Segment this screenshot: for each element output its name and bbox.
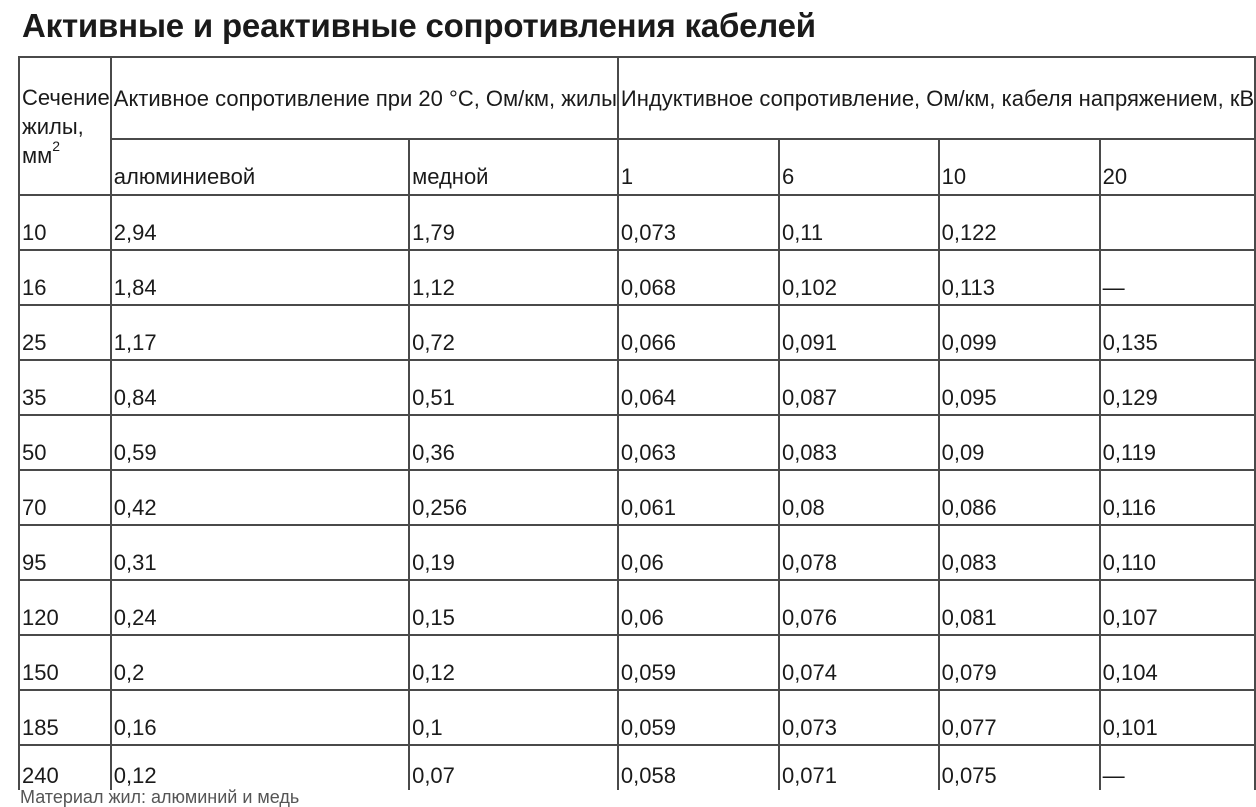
cell-ind-10kv: 0,081	[939, 580, 1100, 635]
header-section-line3: мм	[22, 142, 53, 168]
table-row	[19, 525, 1255, 580]
cell-section: 10	[19, 195, 111, 250]
cell-ind-6kv: 0,076	[779, 580, 939, 635]
cell-ind-20kv: 0,119	[1100, 415, 1256, 470]
cell-ind-1kv: 0,066	[618, 305, 779, 360]
cell-ind-6kv: 0,087	[779, 360, 939, 415]
table-row	[19, 250, 1255, 305]
cell-ind-20kv	[1100, 195, 1256, 250]
cell-ind-20kv: 0,135	[1100, 305, 1256, 360]
cell-ind-20kv: 0,116	[1100, 470, 1256, 525]
cell-copper: 1,79	[409, 195, 618, 250]
cell-ind-1kv: 0,061	[618, 470, 779, 525]
cell-ind-1kv: 0,064	[618, 360, 779, 415]
cell-section: 50	[19, 415, 111, 470]
cell-ind-10kv: 0,099	[939, 305, 1100, 360]
table-row	[19, 580, 1255, 635]
cell-section: 150	[19, 635, 111, 690]
table-row	[19, 745, 1255, 790]
cell-ind-1kv: 0,058	[618, 745, 779, 790]
cell-ind-1kv: 0,06	[618, 525, 779, 580]
table-row	[19, 470, 1255, 525]
resistance-table	[18, 56, 1256, 790]
cell-copper: 0,72	[409, 305, 618, 360]
header-aluminum: алюминиевой	[111, 139, 409, 195]
header-row-1	[19, 57, 1255, 139]
header-section	[19, 57, 111, 195]
cell-ind-1kv: 0,059	[618, 635, 779, 690]
cell-copper: 0,12	[409, 635, 618, 690]
cell-copper: 0,36	[409, 415, 618, 470]
cell-aluminum: 1,17	[111, 305, 409, 360]
cell-ind-1kv: 0,06	[618, 580, 779, 635]
cell-ind-10kv: 0,122	[939, 195, 1100, 250]
cell-copper: 1,12	[409, 250, 618, 305]
cell-ind-6kv: 0,102	[779, 250, 939, 305]
header-voltage-6: 6	[779, 139, 939, 195]
cell-copper: 0,19	[409, 525, 618, 580]
cell-ind-10kv: 0,086	[939, 470, 1100, 525]
header-voltage-20: 20	[1100, 139, 1256, 195]
cell-section: 95	[19, 525, 111, 580]
cell-section: 240	[19, 745, 111, 790]
cell-ind-6kv: 0,073	[779, 690, 939, 745]
cell-section: 185	[19, 690, 111, 745]
cell-aluminum: 0,31	[111, 525, 409, 580]
table-row	[19, 360, 1255, 415]
cell-aluminum: 2,94	[111, 195, 409, 250]
cell-aluminum: 1,84	[111, 250, 409, 305]
header-voltage-10: 10	[939, 139, 1100, 195]
cell-ind-6kv: 0,083	[779, 415, 939, 470]
cell-ind-10kv: 0,075	[939, 745, 1100, 790]
cell-ind-6kv: 0,074	[779, 635, 939, 690]
cell-ind-20kv: 0,101	[1100, 690, 1256, 745]
cell-ind-6kv: 0,08	[779, 470, 939, 525]
header-section-line1: Сечение	[22, 84, 110, 110]
cell-aluminum: 0,24	[111, 580, 409, 635]
cell-ind-10kv: 0,083	[939, 525, 1100, 580]
cell-aluminum: 0,16	[111, 690, 409, 745]
header-voltage-1: 1	[618, 139, 779, 195]
cell-ind-20kv: 0,110	[1100, 525, 1256, 580]
cell-ind-20kv: 0,107	[1100, 580, 1256, 635]
table-row	[19, 415, 1255, 470]
table-row	[19, 305, 1255, 360]
cell-ind-10kv: 0,095	[939, 360, 1100, 415]
header-inductive-resistance: Индуктивное сопротивление, Ом/км, кабеля напряжением, кВ	[618, 57, 1255, 139]
header-section-line2: жилы,	[22, 113, 84, 139]
cell-section: 120	[19, 580, 111, 635]
table-row	[19, 195, 1255, 250]
cell-ind-6kv: 0,078	[779, 525, 939, 580]
cell-aluminum: 0,12	[111, 745, 409, 790]
cell-ind-10kv: 0,079	[939, 635, 1100, 690]
cell-ind-10kv: 0,09	[939, 415, 1100, 470]
cell-ind-1kv: 0,073	[618, 195, 779, 250]
cell-aluminum: 0,84	[111, 360, 409, 415]
cell-section: 25	[19, 305, 111, 360]
cell-copper: 0,15	[409, 580, 618, 635]
header-copper: медной	[409, 139, 618, 195]
cell-ind-10kv: 0,113	[939, 250, 1100, 305]
cell-section: 70	[19, 470, 111, 525]
cell-section: 16	[19, 250, 111, 305]
cell-copper: 0,51	[409, 360, 618, 415]
cell-section: 35	[19, 360, 111, 415]
cell-ind-20kv: 0,129	[1100, 360, 1256, 415]
footnote: Материал жил: алюминий и медь	[20, 787, 300, 807]
table-row	[19, 690, 1255, 745]
cell-ind-6kv: 0,091	[779, 305, 939, 360]
cell-ind-1kv: 0,063	[618, 415, 779, 470]
cell-ind-1kv: 0,059	[618, 690, 779, 745]
table-row	[19, 635, 1255, 690]
header-section-superscript: 2	[52, 137, 61, 154]
cell-aluminum: 0,42	[111, 470, 409, 525]
cell-ind-20kv: 0,104	[1100, 635, 1256, 690]
cell-ind-1kv: 0,068	[618, 250, 779, 305]
cell-copper: 0,07	[409, 745, 618, 790]
cell-ind-20kv: —	[1100, 250, 1256, 305]
cell-ind-6kv: 0,11	[779, 195, 939, 250]
cell-ind-20kv: —	[1100, 745, 1256, 790]
cell-aluminum: 0,2	[111, 635, 409, 690]
cell-copper: 0,1	[409, 690, 618, 745]
cell-ind-6kv: 0,071	[779, 745, 939, 790]
cell-copper: 0,256	[409, 470, 618, 525]
header-active-resistance: Активное сопротивление при 20 °С, Ом/км, жилы	[111, 57, 618, 139]
cell-aluminum: 0,59	[111, 415, 409, 470]
page-title: Активные и реактивные сопротивления кабелей	[22, 7, 816, 44]
header-row-2	[19, 139, 1255, 195]
cell-ind-10kv: 0,077	[939, 690, 1100, 745]
